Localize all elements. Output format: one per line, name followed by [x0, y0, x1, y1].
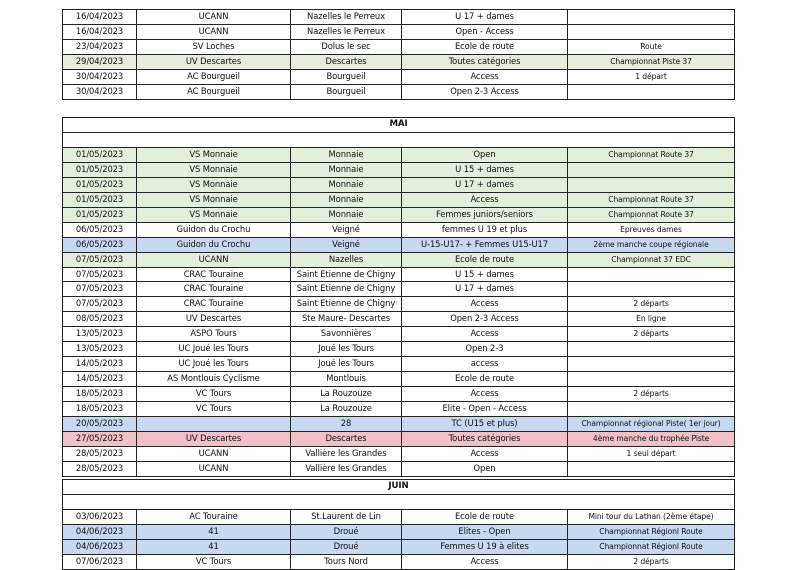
date-cell: 29/04/2023 [63, 54, 137, 69]
date-cell: 28/05/2023 [63, 446, 137, 461]
table-row [63, 417, 735, 432]
category-cell: Access [402, 446, 568, 461]
event-cell [568, 267, 735, 282]
event-cell [568, 357, 735, 372]
date-cell: 28/05/2023 [63, 461, 137, 476]
date-cell: 07/06/2023 [63, 554, 137, 569]
date-cell: 18/05/2023 [63, 387, 137, 402]
table-row [63, 10, 735, 25]
date-cell: 07/05/2023 [63, 252, 137, 267]
date-cell: 06/05/2023 [63, 222, 137, 237]
place-cell: La Rouzouze [291, 402, 402, 417]
club-cell: UCANN [137, 10, 291, 25]
category-cell: Ecole de route [402, 372, 568, 387]
event-cell: 2 départs [568, 387, 735, 402]
club-cell: UC Joué les Tours [137, 342, 291, 357]
table-row [63, 342, 735, 357]
date-cell: 07/05/2023 [63, 282, 137, 297]
place-cell: Descartes [291, 54, 402, 69]
club-cell: VS Monnaie [137, 192, 291, 207]
table-row [63, 387, 735, 402]
table-row [63, 327, 735, 342]
category-cell: Open 2-3 [402, 342, 568, 357]
place-cell: Vallière les Grandes [291, 446, 402, 461]
header-spacer [63, 494, 735, 509]
event-cell: Championnat Piste 37 [568, 54, 735, 69]
month-title: MAI [63, 118, 735, 133]
date-cell: 04/06/2023 [63, 524, 137, 539]
category-cell: Ecole de route [402, 39, 568, 54]
category-cell: Femmes juniors/seniors [402, 207, 568, 222]
date-cell: 13/05/2023 [63, 327, 137, 342]
april-block [62, 9, 735, 100]
place-cell: Joué les Tours [291, 357, 402, 372]
table-row [63, 69, 735, 84]
date-cell: 03/06/2023 [63, 509, 137, 524]
juin-table [62, 479, 735, 570]
club-cell: 41 [137, 524, 291, 539]
table-row [63, 147, 735, 162]
club-cell: Guidon du Crochu [137, 237, 291, 252]
category-cell: U-15-U17- + Femmes U15-U17 [402, 237, 568, 252]
table-row [63, 267, 735, 282]
club-cell: VC Tours [137, 387, 291, 402]
category-cell: Open - Access [402, 24, 568, 39]
date-cell: 30/04/2023 [63, 84, 137, 99]
place-cell: La Rouzouze [291, 387, 402, 402]
place-cell: Montlouis [291, 372, 402, 387]
date-cell: 27/05/2023 [63, 432, 137, 447]
place-cell: Bourgueil [291, 69, 402, 84]
club-cell: UV Descartes [137, 312, 291, 327]
category-cell: Toutes catégories [402, 54, 568, 69]
place-cell: Nazelles [291, 252, 402, 267]
category-cell: Access [402, 327, 568, 342]
event-cell [568, 24, 735, 39]
table-row [63, 24, 735, 39]
category-cell: Open 2-3 Access [402, 84, 568, 99]
club-cell: SV Loches [137, 39, 291, 54]
table-row [63, 222, 735, 237]
category-cell: U 17 + dames [402, 177, 568, 192]
category-cell: access [402, 357, 568, 372]
date-cell: 01/05/2023 [63, 192, 137, 207]
category-cell: U 17 + dames [402, 282, 568, 297]
category-cell: U 15 + dames [402, 162, 568, 177]
event-cell: Championnat Route 37 [568, 192, 735, 207]
date-cell: 30/04/2023 [63, 69, 137, 84]
place-cell: Nazelles le Perreux [291, 10, 402, 25]
date-cell: 08/05/2023 [63, 312, 137, 327]
category-cell: Access [402, 69, 568, 84]
event-cell: 2ème manche coupe régionale [568, 237, 735, 252]
club-cell: UCANN [137, 24, 291, 39]
event-cell [568, 84, 735, 99]
table-row [63, 237, 735, 252]
date-cell: 14/05/2023 [63, 357, 137, 372]
club-cell: CRAC Touraine [137, 282, 291, 297]
event-cell [568, 10, 735, 25]
category-cell: Elite - Open - Access [402, 402, 568, 417]
event-cell: Championnat Régionl Route [568, 524, 735, 539]
table-row [63, 39, 735, 54]
mai-block [62, 117, 735, 477]
mai-table [62, 117, 735, 477]
table-row [63, 207, 735, 222]
table-row [63, 84, 735, 99]
event-cell: 1 départ [568, 69, 735, 84]
date-cell: 14/05/2023 [63, 372, 137, 387]
date-cell: 07/05/2023 [63, 267, 137, 282]
event-cell [568, 461, 735, 476]
place-cell: Joué les Tours [291, 342, 402, 357]
place-cell: Tours Nord [291, 554, 402, 569]
event-cell: Championnat Régionl Route [568, 539, 735, 554]
table-row [63, 297, 735, 312]
category-cell: femmes U 19 et plus [402, 222, 568, 237]
place-cell: Veigné [291, 237, 402, 252]
category-cell: Access [402, 192, 568, 207]
category-cell: Access [402, 554, 568, 569]
event-cell: Championnat 37 EDC [568, 252, 735, 267]
category-cell: Access [402, 387, 568, 402]
place-cell: Nazelles le Perreux [291, 24, 402, 39]
table-row [63, 432, 735, 447]
category-cell: U 15 + dames [402, 267, 568, 282]
club-cell: UCANN [137, 461, 291, 476]
place-cell: Monnaie [291, 147, 402, 162]
club-cell: AC Touraine [137, 509, 291, 524]
category-cell: TC (U15 et plus) [402, 417, 568, 432]
event-cell: Mini tour du Lathan (2ème étape) [568, 509, 735, 524]
table-row [63, 372, 735, 387]
club-cell: VS Monnaie [137, 207, 291, 222]
club-cell: CRAC Touraine [137, 267, 291, 282]
category-cell: Open [402, 461, 568, 476]
date-cell: 07/05/2023 [63, 297, 137, 312]
juin-block [62, 479, 735, 570]
date-cell: 01/05/2023 [63, 162, 137, 177]
date-cell: 13/05/2023 [63, 342, 137, 357]
club-cell: VS Monnaie [137, 177, 291, 192]
event-cell: 2 départs [568, 327, 735, 342]
event-cell: 4ème manche du trophée Piste [568, 432, 735, 447]
category-cell: Access [402, 297, 568, 312]
date-cell: 06/05/2023 [63, 237, 137, 252]
place-cell: Saint Etienne de Chigny [291, 267, 402, 282]
event-cell: Epreuves dames [568, 222, 735, 237]
table-row [63, 539, 735, 554]
date-cell: 16/04/2023 [63, 24, 137, 39]
place-cell: Monnaie [291, 162, 402, 177]
place-cell: Ste Maure- Descartes [291, 312, 402, 327]
place-cell: Saint Etienne de Chigny [291, 297, 402, 312]
table-row [63, 357, 735, 372]
category-cell: Ecole de route [402, 509, 568, 524]
place-cell: Saint Etienne de Chigny [291, 282, 402, 297]
category-cell: Elites - Open [402, 524, 568, 539]
date-cell: 23/04/2023 [63, 39, 137, 54]
place-cell: 28 [291, 417, 402, 432]
table-row [63, 509, 735, 524]
place-cell: Droué [291, 524, 402, 539]
event-cell: Route [568, 39, 735, 54]
event-cell [568, 282, 735, 297]
club-cell: AC Bourgueil [137, 84, 291, 99]
category-cell: Femmes U 19 à elites [402, 539, 568, 554]
table-row [63, 312, 735, 327]
place-cell: Monnaie [291, 177, 402, 192]
date-cell: 01/05/2023 [63, 207, 137, 222]
category-cell: U 17 + dames [402, 10, 568, 25]
place-cell: Veigné [291, 222, 402, 237]
club-cell: UCANN [137, 446, 291, 461]
table-row [63, 461, 735, 476]
event-cell: En ligne [568, 312, 735, 327]
club-cell: AS Montlouis Cyclisme [137, 372, 291, 387]
april-table [62, 9, 735, 100]
club-cell [137, 417, 291, 432]
place-cell: Droué [291, 539, 402, 554]
month-title: JUIN [63, 480, 735, 495]
category-cell: Toutes catégories [402, 432, 568, 447]
table-row [63, 177, 735, 192]
date-cell: 01/05/2023 [63, 147, 137, 162]
club-cell: AC Bourgueil [137, 69, 291, 84]
place-cell: St.Laurent de Lin [291, 509, 402, 524]
event-cell [568, 162, 735, 177]
event-cell: 2 départs [568, 297, 735, 312]
club-cell: UV Descartes [137, 432, 291, 447]
table-row [63, 524, 735, 539]
event-cell: 1 seul départ [568, 446, 735, 461]
date-cell: 20/05/2023 [63, 417, 137, 432]
table-row [63, 446, 735, 461]
club-cell: ASPO Tours [137, 327, 291, 342]
place-cell: Monnaie [291, 192, 402, 207]
event-cell: Championnat régional Piste( 1er jour) [568, 417, 735, 432]
place-cell: Bourgueil [291, 84, 402, 99]
place-cell: Vallière les Grandes [291, 461, 402, 476]
month-header-row [63, 480, 735, 495]
place-cell: Descartes [291, 432, 402, 447]
event-cell: Championnat Route 37 [568, 207, 735, 222]
club-cell: VS Monnaie [137, 162, 291, 177]
table-row [63, 192, 735, 207]
event-cell [568, 402, 735, 417]
event-cell [568, 342, 735, 357]
date-cell: 04/06/2023 [63, 539, 137, 554]
table-row [63, 402, 735, 417]
table-row [63, 282, 735, 297]
event-cell: Championnat Route 37 [568, 147, 735, 162]
club-cell: Guidon du Crochu [137, 222, 291, 237]
category-cell: Ecole de route [402, 252, 568, 267]
place-cell: Monnaie [291, 207, 402, 222]
club-cell: CRAC Touraine [137, 297, 291, 312]
club-cell: UC Joué les Tours [137, 357, 291, 372]
table-row [63, 252, 735, 267]
date-cell: 01/05/2023 [63, 177, 137, 192]
place-cell: Savonnières [291, 327, 402, 342]
event-cell [568, 372, 735, 387]
club-cell: 41 [137, 539, 291, 554]
club-cell: VS Monnaie [137, 147, 291, 162]
date-cell: 16/04/2023 [63, 10, 137, 25]
event-cell: 2 départs [568, 554, 735, 569]
table-row [63, 54, 735, 69]
category-cell: Open [402, 147, 568, 162]
category-cell: Open 2-3 Access [402, 312, 568, 327]
club-cell: UV Descartes [137, 54, 291, 69]
date-cell: 18/05/2023 [63, 402, 137, 417]
event-cell [568, 177, 735, 192]
club-cell: VC Tours [137, 402, 291, 417]
header-spacer [63, 132, 735, 147]
table-row [63, 162, 735, 177]
club-cell: UCANN [137, 252, 291, 267]
table-row [63, 554, 735, 569]
place-cell: Dolus le sec [291, 39, 402, 54]
club-cell: VC Tours [137, 554, 291, 569]
month-header-row [63, 118, 735, 133]
